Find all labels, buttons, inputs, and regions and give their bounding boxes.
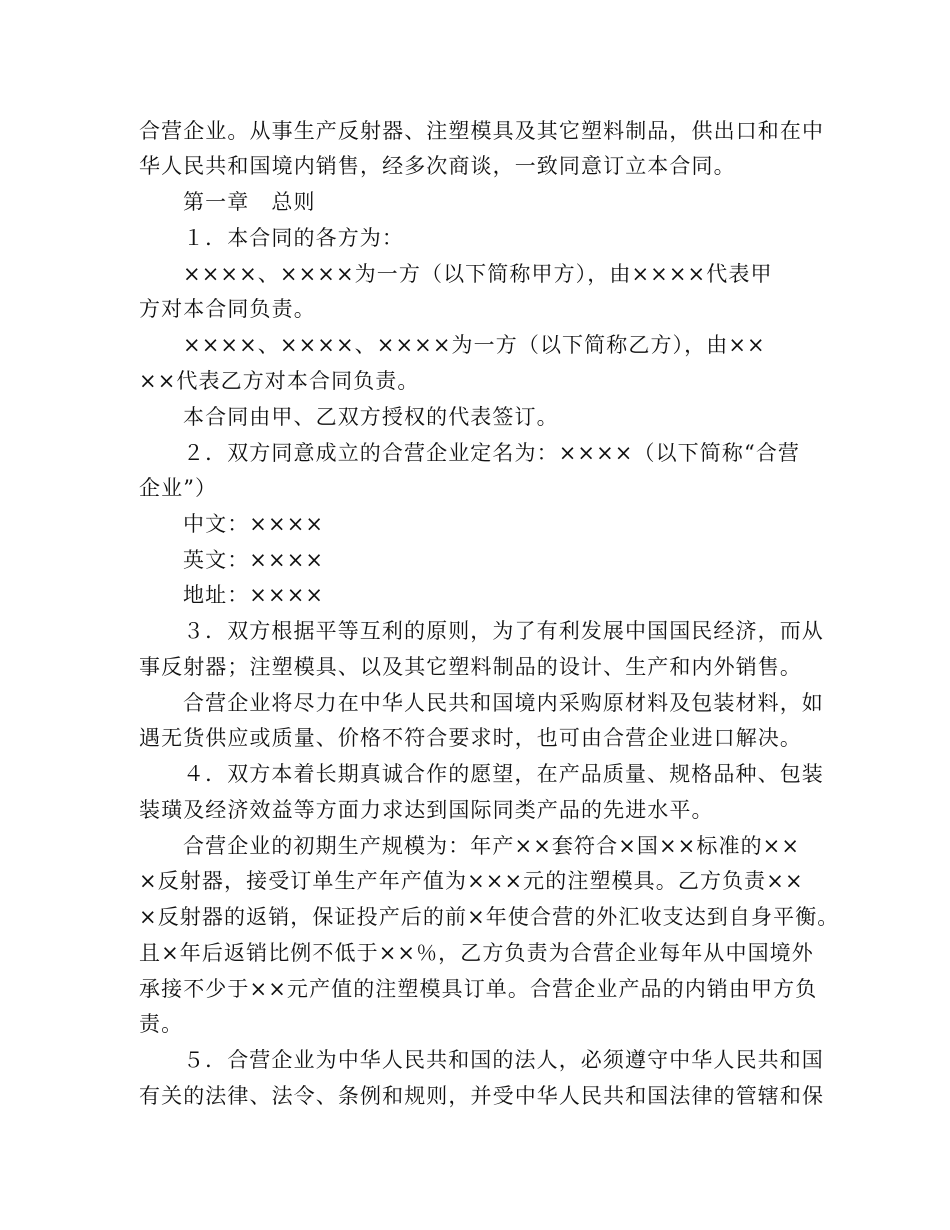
text-line: 且×年后返销比例不低于××％，乙方负责为合营企业每年从中国境外 — [139, 941, 814, 965]
text-line: ××××、××××为一方（以下简称甲方），由××××代表甲 — [183, 262, 773, 286]
text-line: 地址：×××× — [183, 583, 325, 607]
text-line: 责。 — [139, 1012, 184, 1036]
text-line: 华人民共和国境内销售，经多次商谈，一致同意订立本合同。 — [139, 154, 736, 178]
text-line: 合营企业的初期生产规模为：年产××套符合×国××标准的×× — [183, 834, 801, 858]
text-line: ４．双方本着长期真诚合作的愿望，在产品质量、规格品种、包装 — [183, 762, 824, 786]
text-line: ×反射器，接受订单生产年产值为×××元的注塑模具。乙方负责×× — [139, 869, 804, 893]
text-line: ５．合营企业为中华人民共和国的法人，必须遵守中华人民共和国 — [183, 1048, 824, 1072]
text-line: 装璜及经济效益等方面力求达到国际同类产品的先进水平。 — [139, 798, 714, 822]
text-line: 有关的法律、法令、条例和规则，并受中华人民共和国法律的管辖和保 — [139, 1084, 825, 1108]
text-line: 中文：×××× — [183, 512, 325, 536]
text-line: 遇无货供应或质量、价格不符合要求时，也可由合营企业进口解决。 — [139, 726, 802, 750]
text-line: 企业”） — [139, 476, 218, 500]
text-line: 事反射器；注塑模具、以及其它塑料制品的设计、生产和内外销售。 — [139, 655, 802, 679]
text-line: １．本合同的各方为： — [183, 226, 404, 250]
chapter-heading: 第一章 总则 — [183, 190, 316, 214]
text-line: 英文：×××× — [183, 548, 325, 572]
text-line: ××代表乙方对本合同负责。 — [139, 369, 420, 393]
text-line: ×反射器的返销，保证投产后的前×年使合营的外汇收支达到自身平衡。 — [139, 905, 840, 929]
text-line: ３．双方根据平等互利的原则，为了有利发展中国国民经济，而从 — [183, 619, 824, 643]
text-line: 合营企业。从事生产反射器、注塑模具及其它塑料制品，供出口和在中 — [139, 119, 825, 143]
text-line: ２．双方同意成立的合营企业定名为：××××（以下简称“合营 — [183, 441, 801, 465]
text-line: 承接不少于××元产值的注塑模具订单。合营企业产品的内销由甲方负 — [139, 977, 818, 1001]
text-line: 本合同由甲、乙双方授权的代表签订。 — [183, 405, 559, 429]
text-line: 合营企业将尽力在中华人民共和国境内采购原材料及包装材料，如 — [183, 691, 824, 715]
text-line: ××××、××××、××××为一方（以下简称乙方），由×× — [183, 333, 766, 357]
text-line: 方对本合同负责。 — [139, 297, 316, 321]
